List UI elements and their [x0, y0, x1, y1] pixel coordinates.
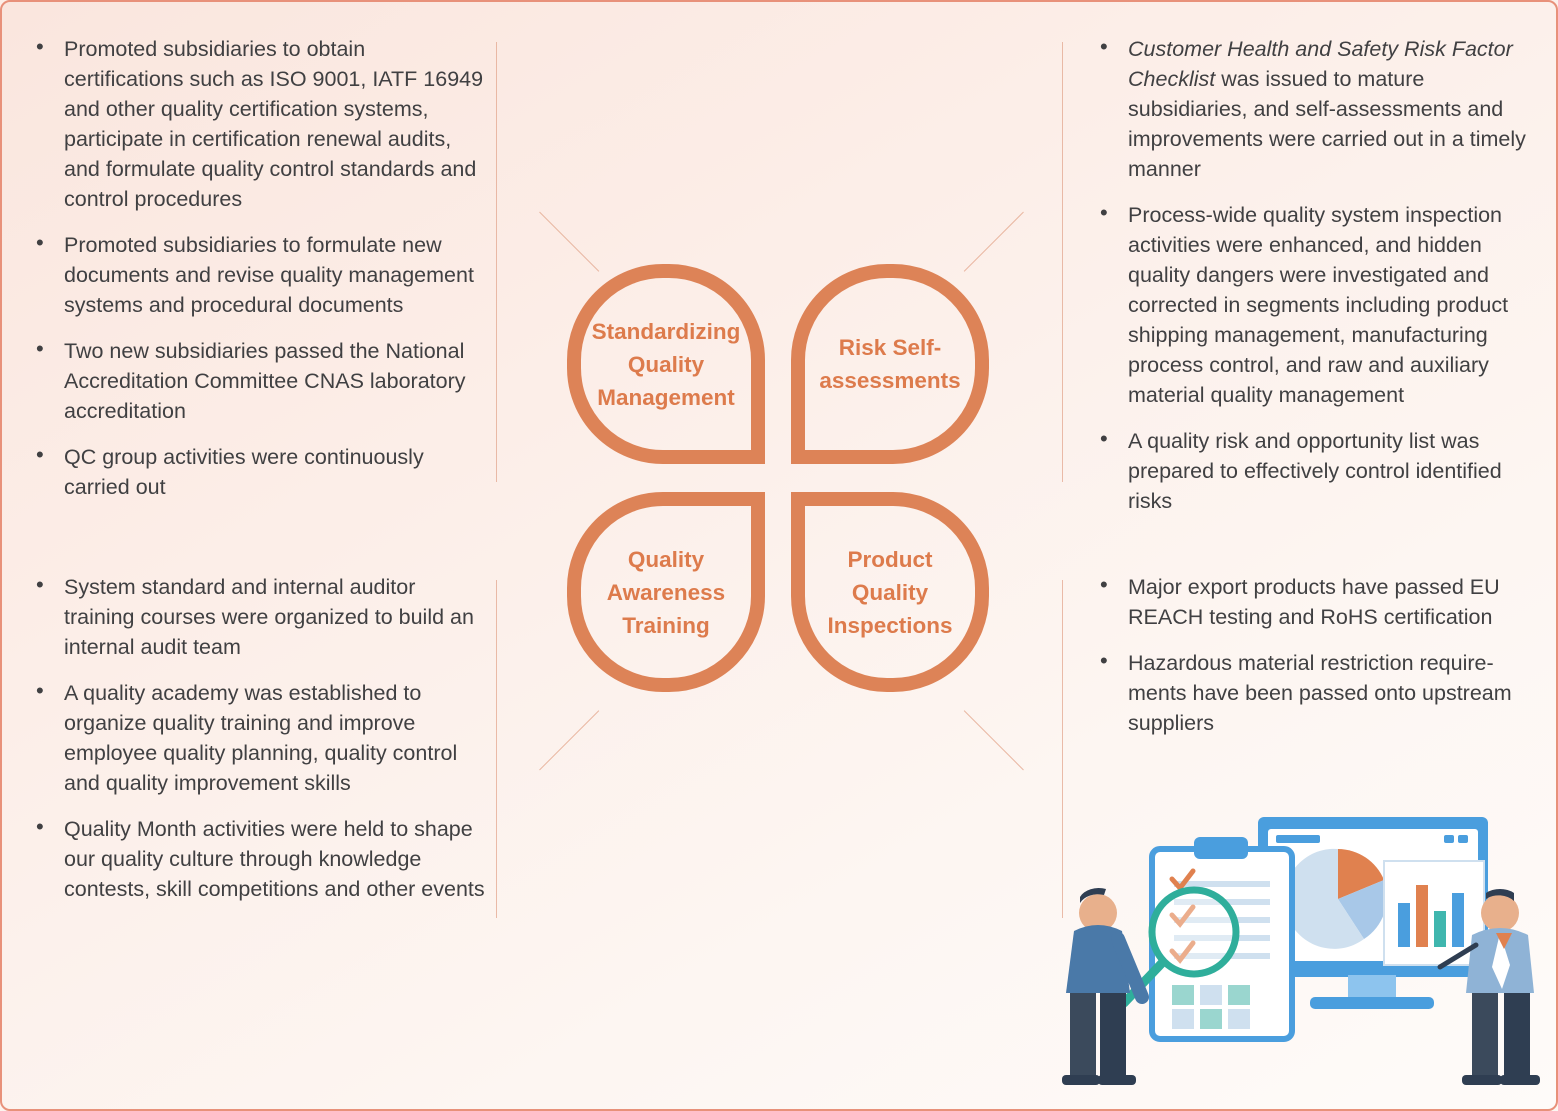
list-item — [1084, 426, 1544, 516]
petal-quality-awareness-training — [567, 492, 765, 692]
list-item — [20, 678, 490, 798]
bullet-text: Quality Month activities were held to shape our quality culture through knowledge contests, skill competitions and other events — [64, 817, 485, 901]
list-item — [20, 336, 490, 426]
bullet-text: System standard and internal auditor training courses were organized to build an internal audit team — [64, 575, 474, 659]
bullet-text: Process-wide quality system inspection activities were enhanced, and hidden quality dangers were investigated and corrected in segments including product shipping management, manufacturing process control, and raw and auxiliary material quality management — [1128, 203, 1509, 407]
bullet-text: Hazardous material restriction require-ments have been passed onto upstream suppliers — [1128, 651, 1512, 735]
list-item — [1084, 34, 1544, 184]
petal-standardizing-quality-management — [567, 264, 765, 464]
person-left — [1062, 888, 1142, 1085]
petal-risk-self-assessments — [791, 264, 989, 464]
bullet-text: was issued to mature subsidiaries, and self-assessments and improvements were carried out in a timely manner — [1128, 67, 1526, 181]
quality-inspection-illustration — [1048, 807, 1548, 1107]
bullet-column-top-left — [20, 34, 490, 518]
petal-label: Quality Awareness Training — [606, 546, 726, 638]
list-item — [20, 814, 490, 904]
connector-line-bottom-right — [964, 710, 1024, 770]
bullet-text: Two new subsidiaries passed the National Accreditation Committee CNAS laboratory accreditation — [64, 339, 466, 423]
bullet-column-top-right — [1084, 34, 1544, 532]
bullet-text: Promoted subsidiaries to formulate new documents and revise quality management systems and procedural documents — [64, 233, 474, 317]
bullet-column-bottom-right — [1084, 572, 1544, 754]
bullet-text: A quality risk and opportunity list was prepared to effectively control identified risks — [1128, 429, 1502, 513]
list-item — [1084, 648, 1544, 738]
divider-left-bottom — [496, 580, 497, 918]
petal-label: Risk Self-assessments — [819, 335, 961, 393]
connector-line-top-left — [539, 212, 599, 272]
bullet-column-bottom-left — [20, 572, 490, 920]
divider-left-top — [496, 42, 497, 482]
list-item — [20, 442, 490, 502]
petal-label: Standardizing Quality Management — [591, 318, 741, 410]
bullet-emphasis: Customer Health and Safety Risk Factor Checklist — [1128, 37, 1513, 91]
list-item — [1084, 572, 1544, 632]
petal-product-quality-inspections — [791, 492, 989, 692]
list-item — [20, 230, 490, 320]
bullet-text: Major export products have passed EU REACH testing and RoHS certification — [1128, 575, 1500, 629]
connector-line-top-right — [964, 212, 1024, 272]
connector-line-bottom-left — [539, 710, 599, 770]
petal-label: Product Quality Inspections — [827, 546, 953, 638]
bullet-text: A quality academy was established to organize quality training and improve employee quality planning, quality control and quality improvement skills — [64, 681, 458, 795]
list-item — [20, 572, 490, 662]
center-petal-diagram — [567, 264, 992, 694]
divider-right-top — [1062, 42, 1063, 482]
bullet-text: QC group activities were continuously carried out — [64, 445, 424, 499]
bullet-text: Promoted subsidiaries to obtain certifications such as ISO 9001, IATF 16949 and other quality certification systems, participate in certification renewal audits, and formulate quality control standards and control procedures — [64, 37, 484, 211]
list-item — [1084, 200, 1544, 410]
list-item — [20, 34, 490, 214]
